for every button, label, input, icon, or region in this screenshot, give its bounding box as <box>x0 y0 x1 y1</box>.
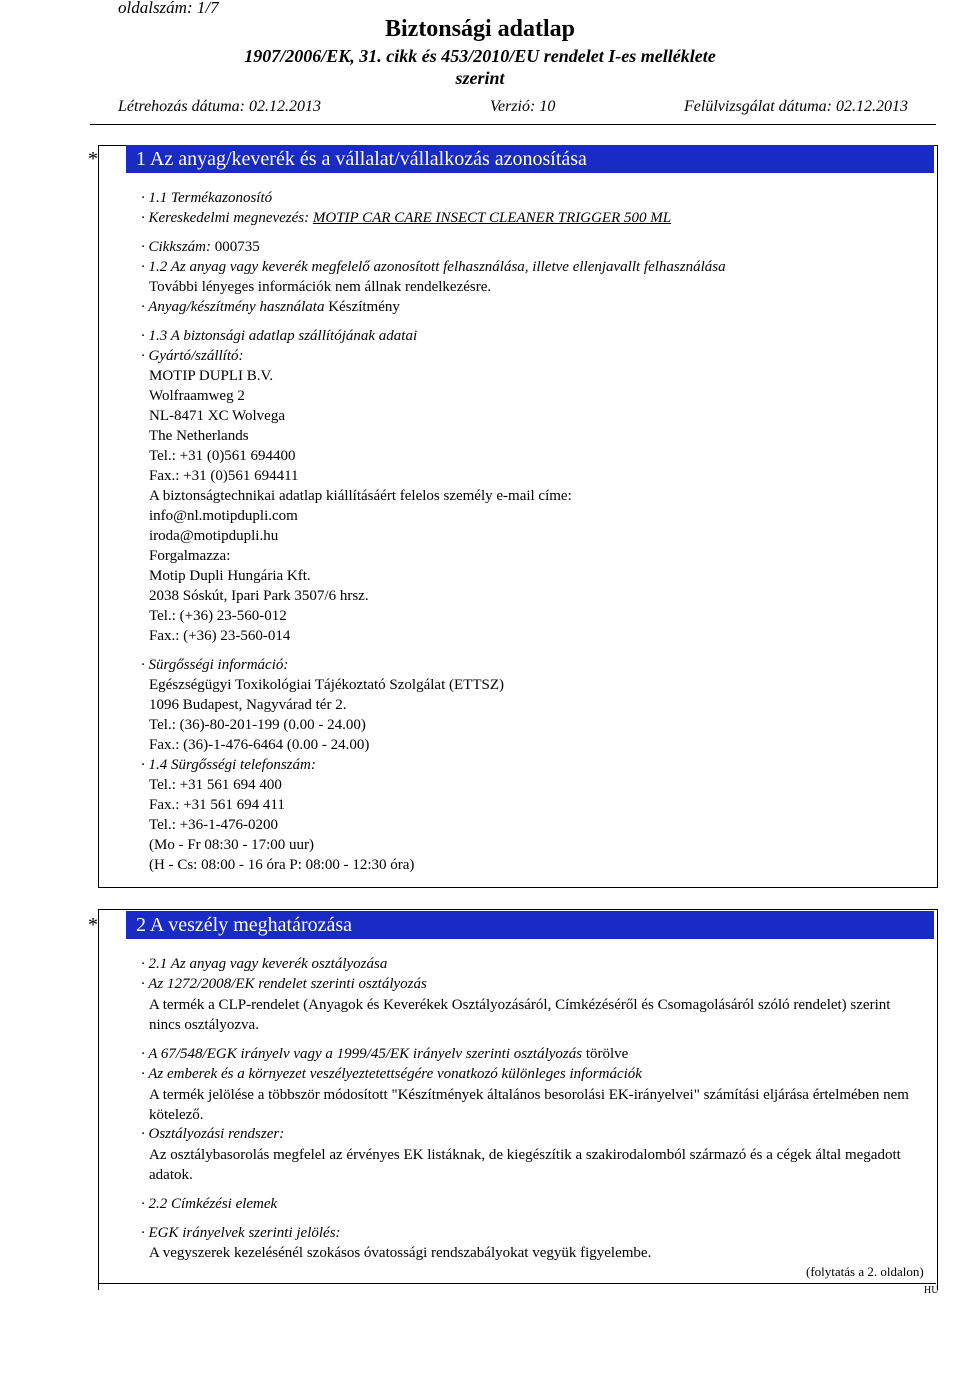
supplier-heading: · 1.3 A biztonsági adatlap szállítójának adatai <box>141 327 417 345</box>
revised-date: Felülvizsgálat dátuma: 02.12.2013 <box>684 98 908 115</box>
phone-line: (Mo - Fr 08:30 - 17:00 uur) <box>149 837 314 853</box>
emergency-line: Egészségügyi Toxikológiai Tájékoztató Szolgálat (ETTSZ) <box>149 677 504 693</box>
manufacturer-line: Fax.: +31 (0)561 694411 <box>149 468 299 484</box>
classification-system-label: · Osztályozási rendszer: <box>141 1125 284 1143</box>
identified-uses-heading: · 1.2 Az anyag vagy keverék megfelelő azonosított felhasználása, illetve ellenjavallt felhasználása <box>141 258 726 276</box>
emergency-line: Fax.: (36)-1-476-6464 (0.00 - 24.00) <box>149 737 370 753</box>
manufacturer-line: Motip Dupli Hungária Kft. <box>149 568 311 584</box>
trade-name: · Kereskedelmi megnevezés: MOTIP CAR CARE INSECT CLEANER TRIGGER 500 ML <box>141 209 671 227</box>
footer-divider <box>98 1283 936 1284</box>
emergency-phone-heading: · 1.4 Sürgősségi telefonszám: <box>141 756 316 774</box>
manufacturer-line: MOTIP DUPLI B.V. <box>149 368 274 384</box>
manufacturer-line: The Netherlands <box>149 428 249 444</box>
page-number: oldalszám: 1/7 <box>118 0 219 17</box>
phone-line: (H - Cs: 08:00 - 16 óra P: 08:00 - 12:30 óra) <box>149 857 415 873</box>
manufacturer-line: 2038 Sóskút, Ipari Park 3507/6 hrsz. <box>149 588 369 604</box>
section1-title: 1 Az anyag/keverék és a vállalat/vállalkozás azonosítása <box>126 145 934 173</box>
phone-line: Tel.: +36-1-476-0200 <box>149 817 279 833</box>
email-link[interactable]: info@nl.motipdupli.com <box>149 508 298 524</box>
regulation-according: szerint <box>455 68 505 88</box>
version: Verzió: 10 <box>490 98 556 115</box>
manufacturer-line: Wolfraamweg 2 <box>149 388 245 404</box>
manufacturer-line: Tel.: (+36) 23-560-012 <box>149 608 287 624</box>
emergency-line: Tel.: (36)-80-201-199 (0.00 - 24.00) <box>149 717 366 733</box>
special-info-label: · Az emberek és a környezet veszélyeztetettségére vonatkozó különleges információk <box>141 1065 642 1083</box>
substance-use: · Anyag/készítmény használata Készítmény <box>141 298 400 316</box>
manufacturer-line: Fax.: (+36) 23-560-014 <box>149 628 291 644</box>
clp-classification-label: · Az 1272/2008/EK rendelet szerinti osztályozás <box>141 975 427 993</box>
egk-label: · EGK irányelvek szerinti jelölés: <box>141 1224 341 1242</box>
section2-title: 2 A veszély meghatározása <box>126 911 934 939</box>
classification-system-text: Az osztálybasorolás megfelel az érvényes EK listáknak, de kiegészítik a szakirodalomból származó és a cégek által megadott adatok. <box>149 1147 901 1183</box>
label-elements-heading: · 2.2 Címkézési elemek <box>141 1195 277 1213</box>
article-number: · Cikkszám: 000735 <box>141 238 260 256</box>
classification-heading: · 2.1 Az anyag vagy keverék osztályozása <box>141 955 387 973</box>
manufacturer-line: Forgalmazza: <box>149 548 231 564</box>
continued-note: (folytatás a 2. oldalon) <box>806 1264 924 1279</box>
manufacturer-line: A biztonságtechnikai adatlap kiállításáért felelos személy e-mail címe: <box>149 488 572 504</box>
product-identifier: · 1.1 Termékazonosító <box>141 189 272 207</box>
section2-change-marker: * <box>88 914 98 936</box>
emergency-line: 1096 Budapest, Nagyvárad tér 2. <box>149 697 347 713</box>
email-link[interactable]: iroda@motipdupli.hu <box>149 528 279 544</box>
section1-change-marker: * <box>88 148 98 170</box>
manufacturer-line: Tel.: +31 (0)561 694400 <box>149 448 296 464</box>
manufacturer-label: · Gyártó/szállító: <box>141 347 244 365</box>
special-info-text: A termék jelölése a többször módosított "Készítmények általános besorolási EK-irányelvei" számítási eljárása értelmében nem kötelező. <box>149 1087 909 1123</box>
language-code: HU <box>924 1285 939 1296</box>
regulation-line: 1907/2006/EK, 31. cikk és 453/2010/EU rendelet I-es melléklete <box>244 46 716 66</box>
document-title: Biztonsági adatlap <box>384 16 576 42</box>
phone-line: Fax.: +31 561 694 411 <box>149 797 285 813</box>
clp-classification-text: A termék a CLP-rendelet (Anyagok és Keverékek Osztályozásáról, Címkézéséről és Csomagolásáról szóló rendelet) szerint nincs osztályozva. <box>149 997 891 1033</box>
identified-uses-text: További lényeges információk nem állnak rendelkezésre. <box>149 279 492 295</box>
egk-text: A vegyszerek kezelésénél szokásos óvatossági rendszabályokat vegyük figyelembe. <box>149 1245 652 1261</box>
manufacturer-line: NL-8471 XC Wolvega <box>149 408 285 424</box>
emergency-info-label: · Sürgősségi információ: <box>141 656 288 674</box>
phone-line: Tel.: +31 561 694 400 <box>149 777 282 793</box>
directive-classification: · A 67/548/EGK irányelv vagy a 1999/45/EK irányelv szerinti osztályozás törölve <box>141 1045 628 1063</box>
created-date: Létrehozás dátuma: 02.12.2013 <box>118 98 321 115</box>
header-divider <box>90 124 936 125</box>
